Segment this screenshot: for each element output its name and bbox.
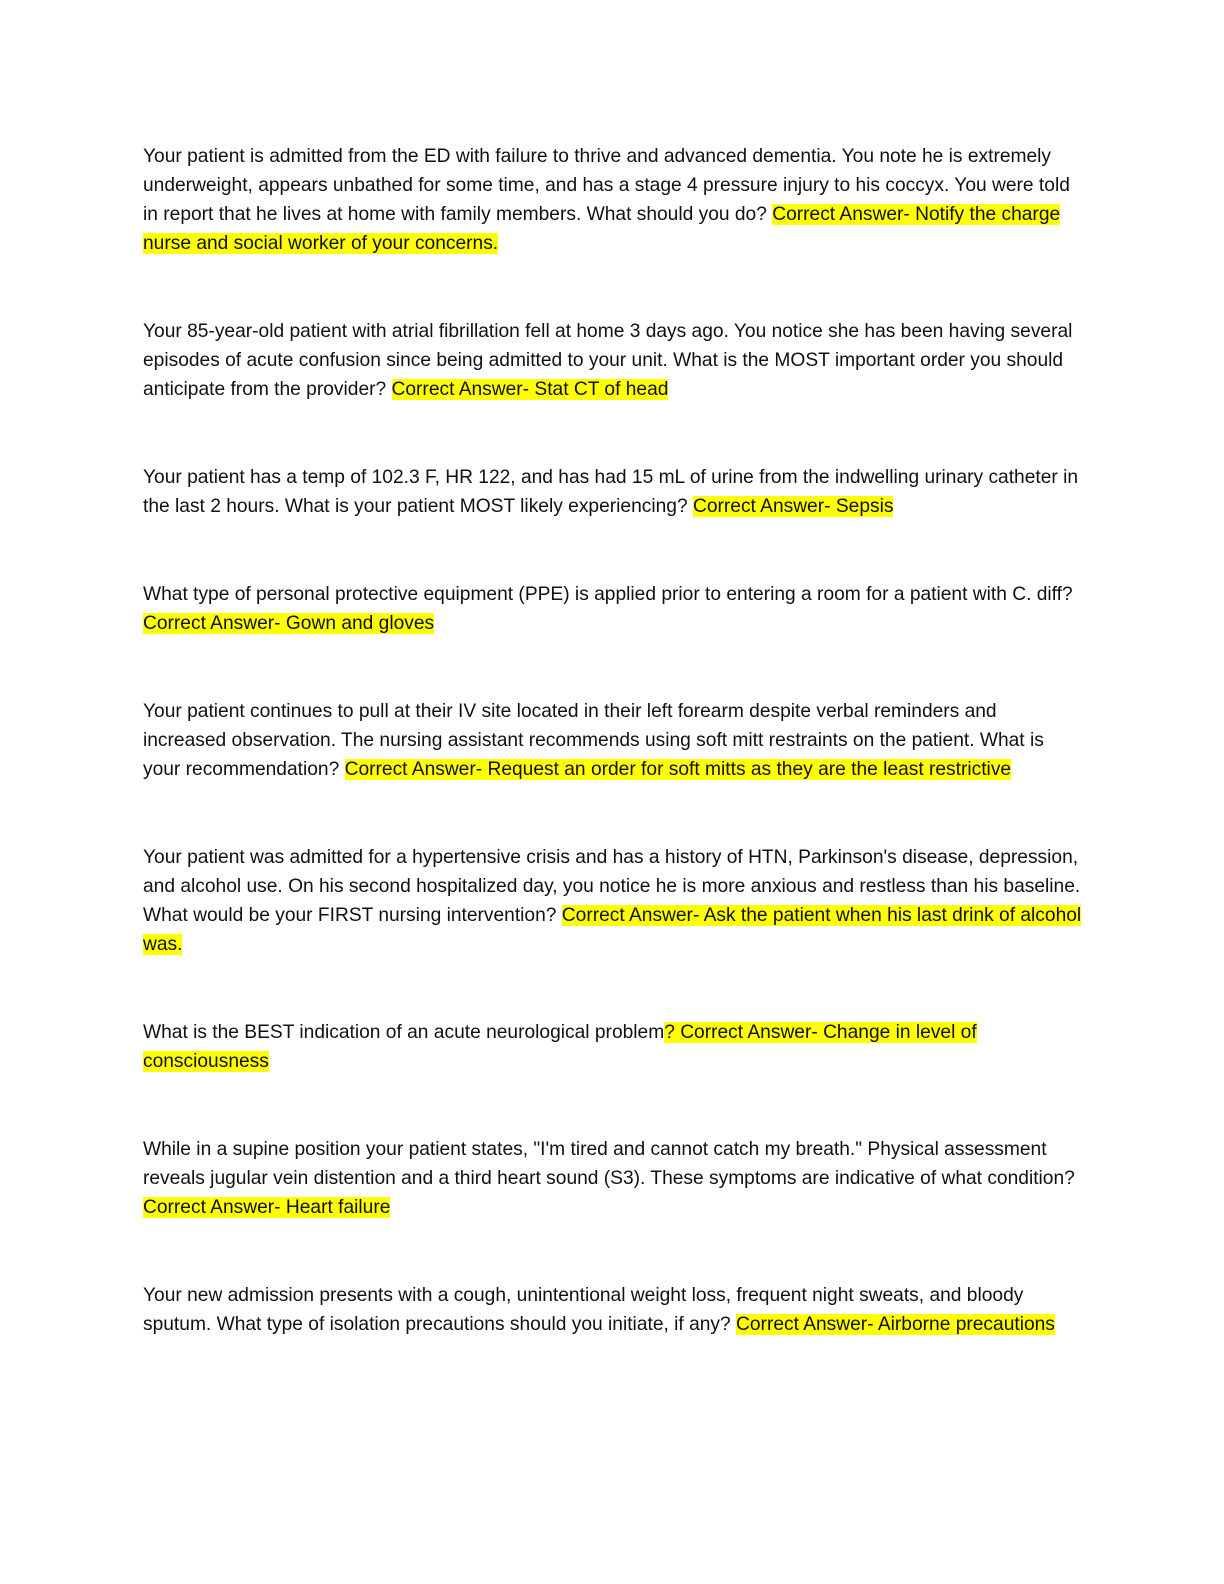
highlighted-answer: Correct Answer- Sepsis — [692, 496, 894, 517]
highlighted-answer: Correct Answer- Heart failure — [143, 1197, 391, 1218]
qa-item-2 — [143, 317, 1083, 404]
question-text: While in a supine position your patient states, "I'm tired and cannot catch my breath." Physical assessment reveals jugular vein distention and a third heart sound (S3). These symptoms are indicative of what condition? — [143, 1139, 1075, 1189]
highlighted-answer: ? Correct Answer- Change in level of consciousness — [143, 1022, 977, 1072]
highlighted-answer: Correct Answer- Gown and gloves — [143, 613, 435, 634]
qa-item-9 — [143, 1281, 1083, 1339]
question-text: Your new admission presents with a cough, unintentional weight loss, frequent night sweats, and bloody sputum. What type of isolation precautions should you initiate, if any? — [143, 1285, 1024, 1335]
highlighted-answer: Correct Answer- Ask the patient when his last drink of alcohol was. — [143, 905, 1082, 955]
qa-item-4 — [143, 580, 1083, 638]
qa-item-5 — [143, 697, 1083, 784]
question-text: Your patient continues to pull at their IV site located in their left forearm despite verbal reminders and increased observation. The nursing assistant recommends using soft mitt restraints on the patient. What is your recommendation? — [143, 701, 1044, 780]
question-text: What type of personal protective equipment (PPE) is applied prior to entering a room for a patient with C. diff? — [143, 584, 1073, 605]
question-list — [143, 142, 1083, 1339]
question-text: Your patient is admitted from the ED with failure to thrive and advanced dementia. You note he is extremely underweight, appears unbathed for some time, and has a stage 4 pressure injury to his coccyx. You were told in report that he lives at home with family members. What should you do? — [143, 146, 1070, 225]
qa-item-1 — [143, 142, 1083, 258]
qa-item-7 — [143, 1018, 1083, 1076]
qa-item-8 — [143, 1135, 1083, 1222]
question-text: Your 85-year-old patient with atrial fibrillation fell at home 3 days ago. You notice she has been having several episodes of acute confusion since being admitted to your unit. What is the MOST important order you should anticipate from the provider? — [143, 321, 1073, 400]
highlighted-answer: Correct Answer- Stat CT of head — [391, 379, 669, 400]
question-text: What is the BEST indication of an acute neurological problem — [143, 1022, 665, 1043]
question-text: Your patient has a temp of 102.3 F, HR 122, and has had 15 mL of urine from the indwelling urinary catheter in the last 2 hours. What is your patient MOST likely experiencing? — [143, 467, 1079, 517]
qa-item-3 — [143, 463, 1083, 521]
highlighted-answer: Correct Answer- Request an order for soft mitts as they are the least restrictive — [344, 759, 1012, 780]
question-text: Your patient was admitted for a hypertensive crisis and has a history of HTN, Parkinson's disease, depression, and alcohol use. On his second hospitalized day, you notice he is more anxious and restless than his baseline. What would be your FIRST nursing intervention? — [143, 847, 1081, 926]
highlighted-answer: Correct Answer- Airborne precautions — [736, 1314, 1055, 1335]
qa-item-6 — [143, 843, 1083, 959]
separator — [386, 379, 391, 400]
separator — [339, 759, 344, 780]
highlighted-answer: Correct Answer- Notify the charge nurse and social worker of your concerns. — [143, 204, 1061, 254]
separator — [556, 905, 561, 926]
